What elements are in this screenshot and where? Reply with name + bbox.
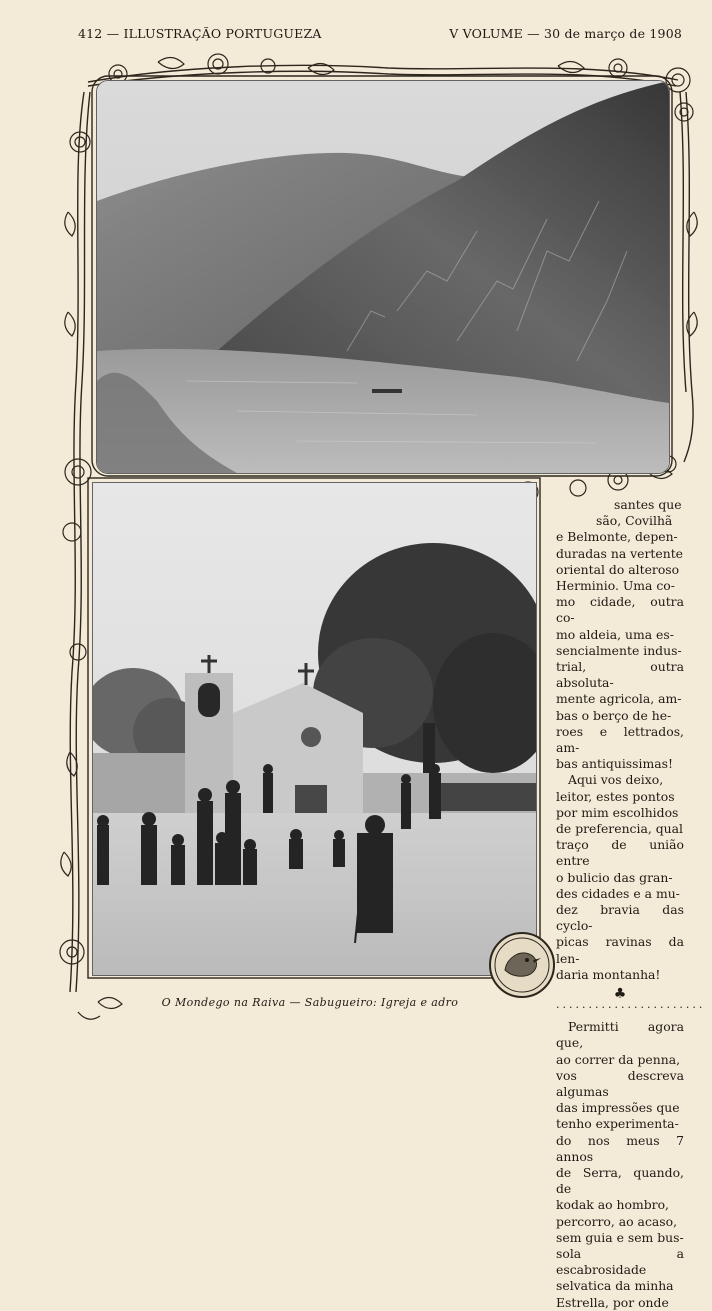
article-line: sola a escabrosidade [556,1245,684,1278]
article-line: santes que [614,497,682,512]
article-line: ao correr da penna, [556,1051,681,1067]
article-line: trial, outra absoluta- [556,659,684,691]
journal-title: — ILLUSTRAÇÃO PORTUGUEZA [106,25,322,41]
article-line: Aqui vos deixo, [568,772,664,788]
article-line: de Serra, quando, de [556,1164,684,1197]
article-line: Herminio. Uma co- [556,578,675,594]
article-line: tenho experimenta- [556,1116,679,1132]
article-line: de preferencia, qual [556,821,683,837]
church-illustration [93,483,536,975]
article-text-column [556,497,706,1311]
river-gorge-illustration [97,81,669,473]
page-number-and-journal [78,26,322,41]
dotted-rule: ······················· [556,1001,706,1015]
article-paragraph-1 [556,497,684,772]
article-line: oriental do alteroso [556,561,680,577]
article-line: kodak ao hombro, [556,1197,669,1213]
volume-date: V VOLUME — 30 de março de 1908 [449,25,682,41]
article-line: des cidades e a mu- [556,885,680,901]
article-line: dez bravia das cyclo- [556,902,684,934]
article-line: das impressões que [556,1100,680,1116]
article-line: mente agricola, am- [556,691,682,707]
article-line: vos descreva algumas [556,1067,684,1099]
article-line: duradas na vertente [556,545,684,561]
article-line: o bulicio das gran- [556,869,673,885]
article-line: sem guia e sem bus- [556,1229,684,1245]
article-line: do nos meus 7 annos [556,1132,684,1164]
article-line: por mim escolhidos [556,804,679,820]
river-gorge-photo [96,80,670,474]
photo-caption: O Mondego na Raiva — Sabugueiro: Igreja e adro [161,996,459,1009]
article-line: mo cidade, outra co- [556,594,684,626]
article-line: percorro, ao acaso, [556,1213,678,1229]
article-line: são, Covilhã [596,513,673,529]
article-line: daria montanha! [556,966,661,982]
club-separator-icon: ♣ [613,986,627,1003]
article-line: Permitti agora que, [556,1019,684,1051]
article-line: mo aldeia, uma es- [556,626,674,642]
bird-medallion-icon [487,930,557,1000]
article-line: leitor, estes pontos [556,788,675,804]
article-line: Estrella, por onde [556,1294,669,1310]
page-number: 412 [78,25,103,41]
article-line: bas antiquissimas! [556,756,673,772]
article-line: sencialmente indus- [556,642,682,658]
article-line: roes e lettrados, am- [556,723,684,756]
medallion-ornament [487,930,557,1000]
article-paragraph-2 [556,772,684,983]
church-photo [92,482,537,976]
article-paragraph-3 [556,1019,684,1311]
page-header [78,22,682,44]
article-line: traço de união entre [556,837,684,869]
article-line: selvatica da minha [556,1278,674,1294]
article-line: bas o berço de he- [556,707,672,723]
article-line: e Belmonte, depen- [556,529,678,545]
article-line: picas ravinas da len- [556,934,684,966]
